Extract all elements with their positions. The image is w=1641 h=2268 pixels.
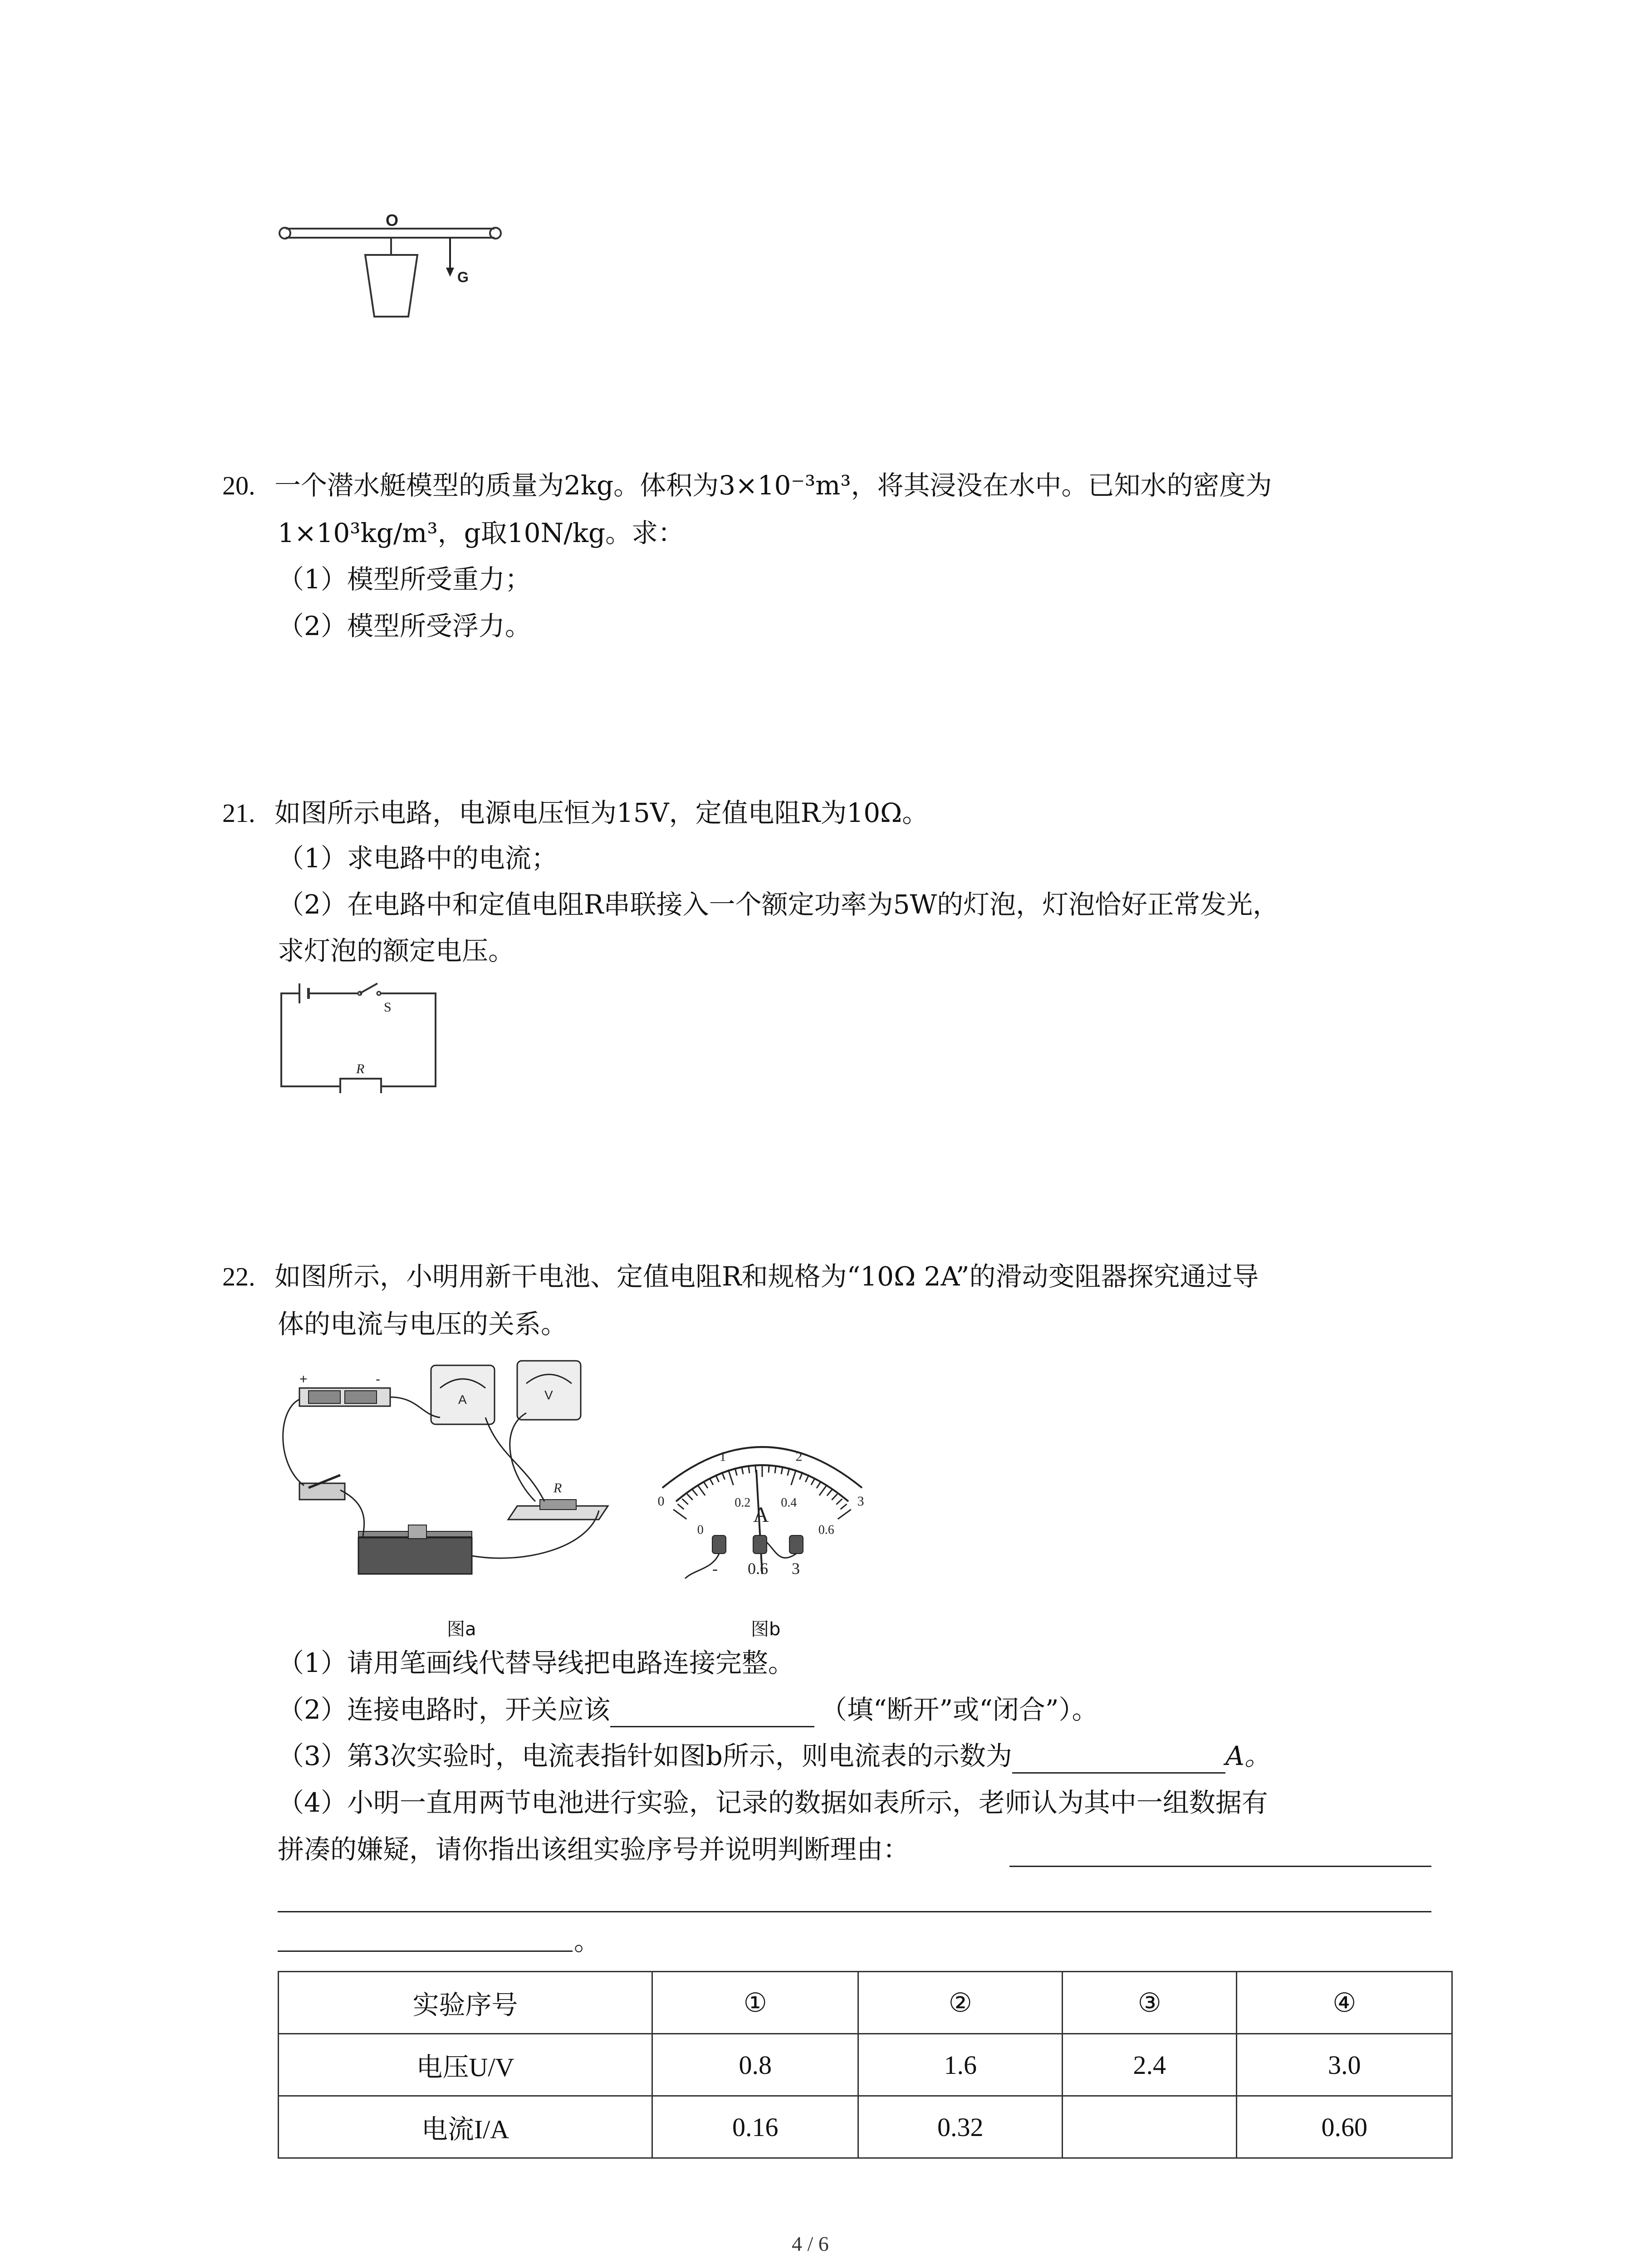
q21-text1: 如图所示电路，电源电压恒为15V，定值电阻R为10Ω。 <box>274 797 929 828</box>
lever-end-left <box>279 228 290 239</box>
q22-sub2 <box>278 1692 1098 1727</box>
q22-sub1: （1）请用笔画线代替导线把电路连接完整。 <box>278 1647 794 1678</box>
battery-plus: + <box>299 1372 308 1387</box>
switch-blade <box>360 983 377 993</box>
dial-outer-label: 1 <box>719 1449 726 1464</box>
table-header-row <box>279 1972 1452 2034</box>
lever-figure <box>272 213 508 331</box>
dial-tick <box>709 1478 713 1485</box>
q22-end-mark: 。 <box>574 1926 601 1956</box>
voltmeter-symbol: V <box>544 1388 553 1402</box>
q22-sub3 <box>278 1738 1271 1774</box>
resistor-label: R <box>356 1061 365 1076</box>
q22-answer-line-2[interactable] <box>278 1911 1431 1912</box>
table-cell: ② <box>858 1972 1063 2034</box>
q22-sub3-before: （3）第3次实验时，电流表指针如图b所示，则电流表的示数为 <box>278 1740 1012 1771</box>
q22-line1 <box>222 1259 1259 1295</box>
q22-sub4a: （4）小明一直用两节电池进行实验，记录的数据如表所示，老师认为其中一组数据有 <box>278 1787 1268 1818</box>
circuit-figure <box>272 975 454 1093</box>
q20-text1: 一个潜水艇模型的质量为2kg。体积为3×10⁻³m³，将其浸没在水中。已知水的密度为 <box>274 470 1272 501</box>
dial-tick <box>728 1470 733 1485</box>
figure-b-caption: 图b <box>751 1619 781 1640</box>
switch-base <box>299 1483 345 1500</box>
dial-tick <box>682 1499 688 1504</box>
resistor-body <box>540 1500 576 1510</box>
q20-line2: 1×10³kg/m³，g取10N/kg。求： <box>278 518 685 548</box>
table-cell: 0.32 <box>858 2096 1063 2158</box>
dial-inner-label: 0.4 <box>781 1496 797 1510</box>
table-cell: 0.8 <box>652 2034 858 2096</box>
dial-tick <box>817 1481 821 1488</box>
dial-tick <box>703 1481 708 1488</box>
q22-line2: 体的电流与电压的关系。 <box>278 1309 568 1339</box>
switch-contact-2 <box>377 992 381 995</box>
table-cell: 3.0 <box>1237 2034 1452 2096</box>
q20-sub2: （2）模型所受浮力。 <box>278 611 531 641</box>
rheostat-slider <box>408 1525 426 1539</box>
q22-sub4b-text: 拼凑的嫌疑，请你指出该组实验序号并说明判断理由： <box>278 1834 910 1865</box>
battery-cell-1 <box>309 1391 340 1403</box>
dial-tick <box>819 1485 827 1496</box>
q22-sub4b <box>278 1832 909 1867</box>
gravity-label: G <box>457 269 469 285</box>
dial-outer-label: 0 <box>657 1494 665 1509</box>
wire-4 <box>485 1418 544 1501</box>
q20-sub1: （1）模型所受重力； <box>278 564 531 595</box>
table-cell: 电流I/A <box>279 2096 652 2158</box>
table-row <box>279 2096 1452 2158</box>
q22-answer-line-1[interactable] <box>1009 1866 1431 1867</box>
dial-tick <box>832 1494 837 1500</box>
table-cell: 电压U/V <box>279 2034 652 2096</box>
q22-sub2-after: （填“断开”或“闭合”）。 <box>820 1694 1098 1725</box>
terminal-label-neg: - <box>712 1559 718 1578</box>
table-cell: 0.16 <box>652 2096 858 2158</box>
q21-line1 <box>222 795 928 831</box>
apparatus-figure <box>272 1356 626 1610</box>
q21-sub2a: （2）在电路中和定值电阻R串联接入一个额定功率为5W的灯泡，灯泡恰好正常发光， <box>278 889 1279 920</box>
dial-inner-label: 0 <box>697 1523 704 1537</box>
terminal-3 <box>789 1535 803 1554</box>
q20-number: 20. <box>222 471 255 500</box>
table-cell: ③ <box>1062 1972 1237 2034</box>
q22-text1: 如图所示，小明用新干电池、定值电阻R和规格为“10Ω 2A”的滑动变阻器探究通过导 <box>274 1261 1259 1292</box>
q22-sub3-blank[interactable] <box>1012 1746 1225 1774</box>
dial-outer-label: 3 <box>857 1494 864 1509</box>
dial-tick <box>791 1470 796 1485</box>
table-cell: 1.6 <box>858 2034 1063 2096</box>
wire-1 <box>283 1399 304 1486</box>
page-number: 4 / 6 <box>792 2232 829 2255</box>
table-cell: ④ <box>1237 1972 1452 2034</box>
wire-5 <box>510 1413 535 1501</box>
lever-end-right <box>490 228 501 239</box>
dial-inner-label: 0.6 <box>818 1523 834 1537</box>
ammeter-dial-figure <box>644 1379 880 1592</box>
data-table <box>278 1971 1453 2159</box>
dial-tick <box>678 1504 684 1509</box>
dial-outer-label: 2 <box>795 1449 803 1464</box>
dial-tick <box>692 1490 697 1496</box>
q22-sub2-blank[interactable] <box>610 1700 814 1727</box>
table-cell: 实验序号 <box>279 1972 652 2034</box>
table-cell: ① <box>652 1972 858 2034</box>
dial-tick <box>673 1510 686 1519</box>
q20-line1 <box>222 468 1272 503</box>
gravity-arrow-head <box>446 268 454 277</box>
q22-answer-line-3[interactable] <box>278 1950 573 1952</box>
figure-a-caption: 图a <box>447 1619 476 1640</box>
dial-inner-label: 0.2 <box>735 1496 751 1510</box>
ammeter-symbol: A <box>458 1393 467 1407</box>
switch-label: S <box>384 1000 392 1015</box>
battery-cell-2 <box>345 1391 377 1403</box>
q22-sub2-before: （2）连接电路时，开关应该 <box>278 1694 610 1725</box>
resistor-box <box>340 1079 381 1093</box>
q21-sub1: （1）求电路中的电流； <box>278 843 558 874</box>
resistor-label-a: R <box>554 1481 562 1496</box>
table-row <box>279 2034 1452 2096</box>
pivot-label: O <box>386 213 399 230</box>
battery-minus: - <box>376 1372 380 1387</box>
table-cell: 0.60 <box>1237 2096 1452 2158</box>
hanging-bucket <box>365 255 417 317</box>
q21-number: 21. <box>222 798 255 828</box>
q21-sub2b: 求灯泡的额定电压。 <box>278 935 515 966</box>
dial-tick <box>687 1494 692 1500</box>
terminal-negative <box>712 1535 726 1554</box>
dial-tick <box>838 1510 851 1519</box>
dial-meter-symbol: A <box>753 1503 769 1527</box>
dial-tick <box>827 1490 832 1496</box>
dial-tick <box>811 1478 815 1485</box>
dial-tick <box>841 1504 847 1509</box>
terminal-label-06: 0.6 <box>748 1559 768 1578</box>
dial-tick <box>698 1485 705 1496</box>
q22-sub3-after: A。 <box>1225 1740 1271 1771</box>
terminal-06 <box>753 1535 767 1554</box>
q22-number: 22. <box>222 1262 255 1291</box>
dial-tick <box>836 1499 842 1504</box>
terminal-label-3: 3 <box>792 1559 800 1578</box>
rheostat-coil <box>358 1538 472 1574</box>
table-cell: 2.4 <box>1062 2034 1237 2096</box>
table-cell[interactable] <box>1062 2096 1237 2158</box>
